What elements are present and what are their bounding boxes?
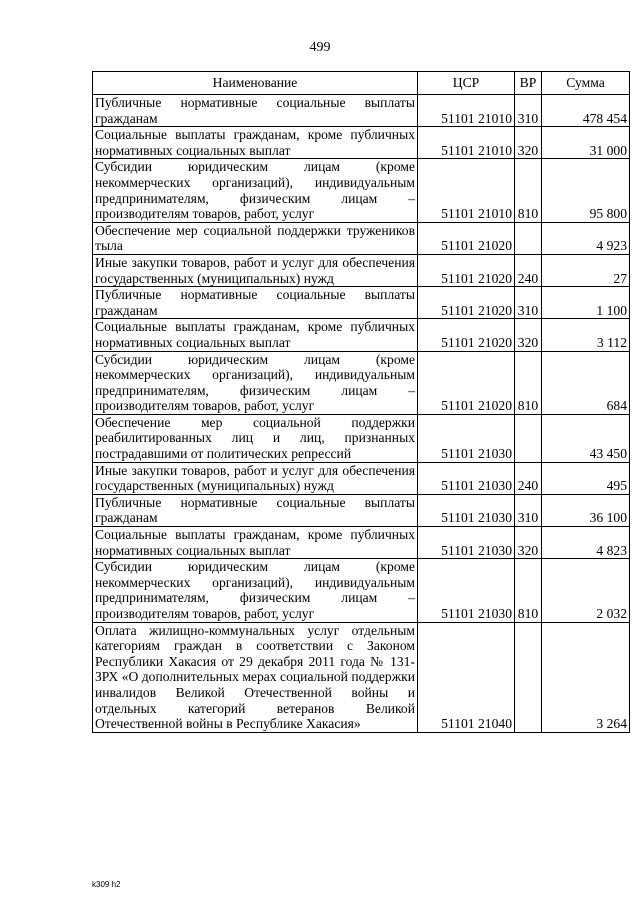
cell-csr: 51101 21010 [418, 95, 515, 127]
cell-name: Оплата жилищно-коммунальных услуг отдельным категориям граждан в соответствии с Законом Республики Хакасия от 29 декабря 2011 года № 131-ЗРХ «О дополнительных мерах социальной поддержки инвалидов Великой Отечественной войны и отдельных категорий ветеранов Великой Отечественной войны в Республике Хакасия» [93, 622, 418, 732]
cell-name: Публичные нормативные социальные выплаты гражданам [93, 95, 418, 127]
cell-vr: 320 [515, 319, 542, 351]
cell-name: Иные закупки товаров, работ и услуг для обеспечения государственных (муниципальных) нужд [93, 254, 418, 286]
cell-sum: 684 [542, 351, 630, 414]
table-row [93, 622, 630, 732]
cell-vr: 310 [515, 287, 542, 319]
cell-name: Публичные нормативные социальные выплаты гражданам [93, 287, 418, 319]
cell-vr: 810 [515, 159, 542, 222]
cell-name: Социальные выплаты гражданам, кроме публичных нормативных социальных выплат [93, 127, 418, 159]
table-row [93, 319, 630, 351]
cell-csr: 51101 21020 [418, 222, 515, 254]
cell-vr [515, 414, 542, 462]
header-vr: ВР [515, 72, 542, 95]
cell-csr: 51101 21030 [418, 494, 515, 526]
header-sum: Сумма [542, 72, 630, 95]
cell-name: Социальные выплаты гражданам, кроме публичных нормативных социальных выплат [93, 319, 418, 351]
table-row [93, 159, 630, 222]
cell-name: Обеспечение мер социальной поддержки тружеников тыла [93, 222, 418, 254]
cell-sum: 3 112 [542, 319, 630, 351]
cell-vr: 320 [515, 127, 542, 159]
cell-name: Социальные выплаты гражданам, кроме публичных нормативных социальных выплат [93, 527, 418, 559]
table-row [93, 494, 630, 526]
cell-sum: 3 264 [542, 622, 630, 732]
table-header-row [93, 72, 630, 95]
cell-csr: 51101 21010 [418, 159, 515, 222]
page-number: 499 [309, 40, 331, 55]
cell-vr: 320 [515, 527, 542, 559]
header-csr: ЦСР [418, 72, 515, 95]
cell-csr: 51101 21030 [418, 414, 515, 462]
cell-vr: 310 [515, 494, 542, 526]
cell-sum: 478 454 [542, 95, 630, 127]
table-row [93, 254, 630, 286]
cell-sum: 4 923 [542, 222, 630, 254]
table-row [93, 559, 630, 622]
header-name: Наименование [93, 72, 418, 95]
table-row [93, 95, 630, 127]
table-row [93, 462, 630, 494]
cell-name: Субсидии юридическим лицам (кроме некоммерческих организаций), индивидуальным предпринимателям, физическим лицам – производителям товаров, работ, услуг [93, 559, 418, 622]
cell-sum: 43 450 [542, 414, 630, 462]
cell-name: Публичные нормативные социальные выплаты гражданам [93, 494, 418, 526]
cell-sum: 495 [542, 462, 630, 494]
cell-csr: 51101 21020 [418, 351, 515, 414]
cell-csr: 51101 21030 [418, 559, 515, 622]
cell-name: Обеспечение мер социальной поддержки реабилитированных лиц и лиц, признанных пострадавшими от политических репрессий [93, 414, 418, 462]
cell-csr: 51101 21020 [418, 319, 515, 351]
table-row [93, 287, 630, 319]
cell-sum: 1 100 [542, 287, 630, 319]
cell-name: Иные закупки товаров, работ и услуг для обеспечения государственных (муниципальных) нужд [93, 462, 418, 494]
cell-csr: 51101 21010 [418, 127, 515, 159]
cell-sum: 36 100 [542, 494, 630, 526]
cell-vr [515, 622, 542, 732]
table-row [93, 351, 630, 414]
cell-sum: 95 800 [542, 159, 630, 222]
table-row [93, 127, 630, 159]
cell-vr: 810 [515, 559, 542, 622]
cell-vr: 240 [515, 254, 542, 286]
table-row [93, 527, 630, 559]
cell-name: Субсидии юридическим лицам (кроме некоммерческих организаций), индивидуальным предпринимателям, физическим лицам – производителям товаров, работ, услуг [93, 159, 418, 222]
table-row [93, 414, 630, 462]
cell-sum: 2 032 [542, 559, 630, 622]
cell-vr [515, 222, 542, 254]
cell-sum: 27 [542, 254, 630, 286]
cell-sum: 31 000 [542, 127, 630, 159]
cell-csr: 51101 21020 [418, 287, 515, 319]
cell-vr: 810 [515, 351, 542, 414]
budget-table [92, 71, 630, 733]
cell-csr: 51101 21030 [418, 462, 515, 494]
cell-csr: 51101 21030 [418, 527, 515, 559]
table-row [93, 222, 630, 254]
footer-code: k309 h2 [92, 880, 121, 889]
cell-csr: 51101 21040 [418, 622, 515, 732]
cell-csr: 51101 21020 [418, 254, 515, 286]
cell-sum: 4 823 [542, 527, 630, 559]
cell-vr: 310 [515, 95, 542, 127]
cell-name: Субсидии юридическим лицам (кроме некоммерческих организаций), индивидуальным предпринимателям, физическим лицам – производителям товаров, работ, услуг [93, 351, 418, 414]
cell-vr: 240 [515, 462, 542, 494]
